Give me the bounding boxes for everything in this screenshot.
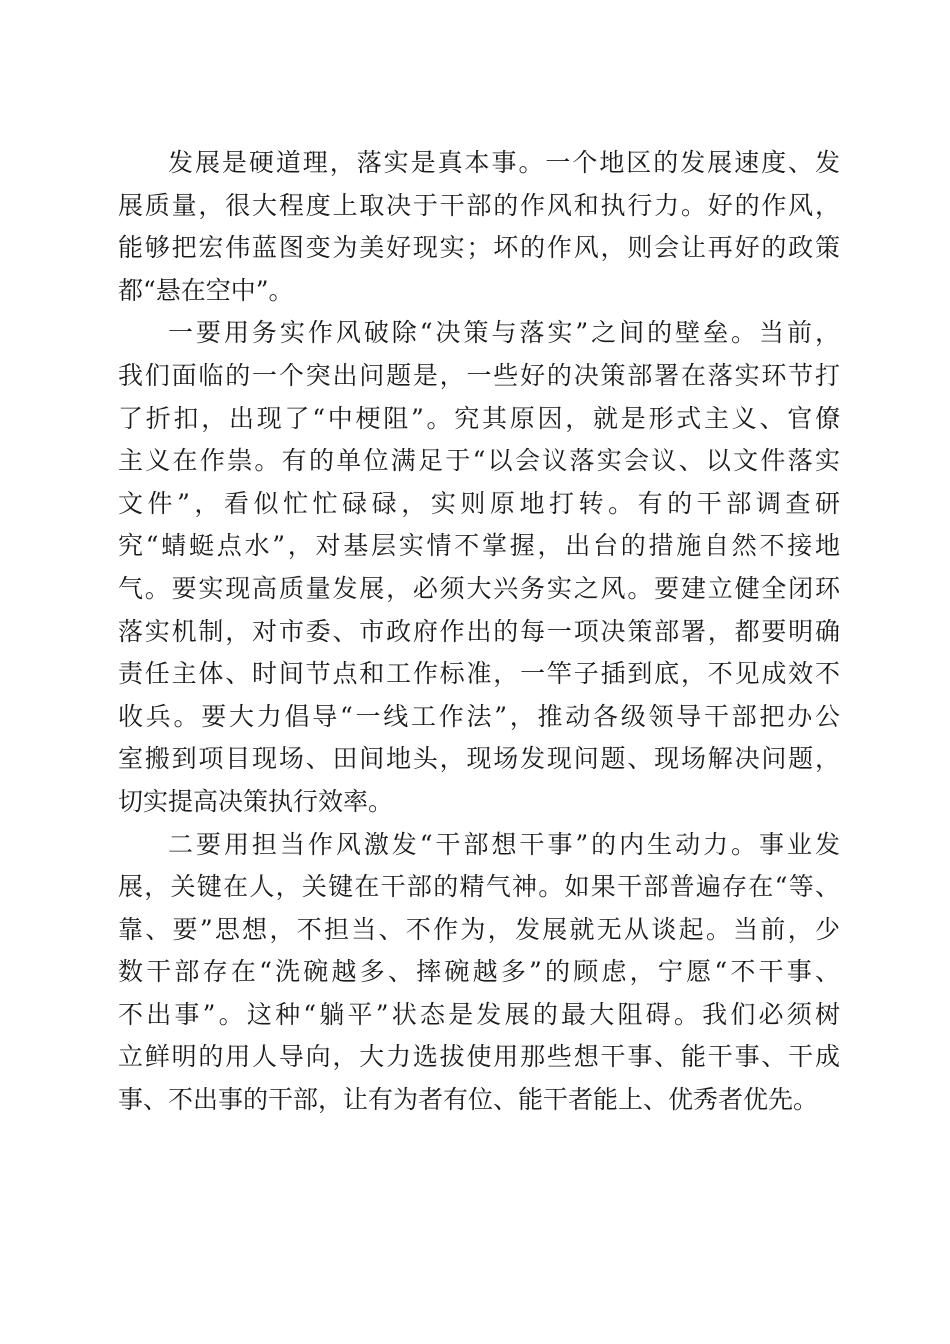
text-line: 都“悬在空中”。 [118, 275, 294, 305]
text-line: 气。要实现高质量发展，必须大兴务实之风。要建立健全闭环 [118, 573, 840, 603]
text-line: 展质量，很大程度上取决于干部的作风和执行力。好的作风， [118, 190, 840, 220]
text-line: 展，关键在人，关键在干部的精气神。如果干部普遍存在“等、 [118, 872, 840, 902]
text-line: 切实提高决策执行效率。 [118, 786, 394, 816]
text-line: 二要用担当作风激发“干部想干事”的内生动力。事业发 [168, 829, 840, 859]
paragraph-intro [118, 142, 840, 312]
text-line: 文件”，看似忙忙碌碌，实则原地打转。有的干部调查研 [118, 488, 840, 518]
text-line: 能够把宏伟蓝图变为美好现实；坏的作风，则会让再好的政策 [118, 233, 840, 263]
text-line: 落实机制，对市委、市政府作出的每一项决策部署，都要明确 [118, 616, 840, 646]
text-line: 数干部存在“洗碗越多、摔碗越多”的顾虑，宁愿“不干事、 [118, 957, 840, 987]
paragraph-responsibility-style [118, 824, 840, 1122]
text-line: 究“蜻蜓点水”，对基层实情不掌握，出台的措施自然不接地 [118, 531, 840, 561]
text-line: 了折扣，出现了“中梗阻”。究其原因，就是形式主义、官僚 [118, 403, 840, 433]
text-line: 立鲜明的用人导向，大力选拔使用那些想干事、能干事、干成 [118, 1042, 840, 1072]
text-line: 发展是硬道理，落实是真本事。一个地区的发展速度、发 [168, 148, 840, 177]
text-line: 收兵。要大力倡导“一线工作法”，推动各级领导干部把办公 [118, 701, 840, 731]
paragraph-pragmatic-style [118, 312, 840, 823]
text-line: 我们面临的一个突出问题是，一些好的决策部署在落实环节打 [118, 360, 840, 390]
text-line: 责任主体、时间节点和工作标准，一竿子插到底，不见成效不 [118, 659, 840, 689]
document-body [118, 142, 840, 1122]
text-line: 不出事”。这种“躺平”状态是发展的最大阻碍。我们必须树 [118, 999, 840, 1029]
text-line: 一要用务实作风破除“决策与落实”之间的壁垒。当前， [168, 318, 840, 348]
text-line: 室搬到项目现场、田间地头，现场发现问题、现场解决问题， [118, 744, 840, 774]
text-line: 靠、要”思想，不担当、不作为，发展就无从谈起。当前，少 [118, 914, 840, 944]
text-line: 主义在作祟。有的单位满足于“以会议落实会议、以文件落实 [118, 446, 840, 476]
text-line: 事、不出事的干部，让有为者有位、能干者能上、优秀者优先。 [118, 1085, 819, 1115]
